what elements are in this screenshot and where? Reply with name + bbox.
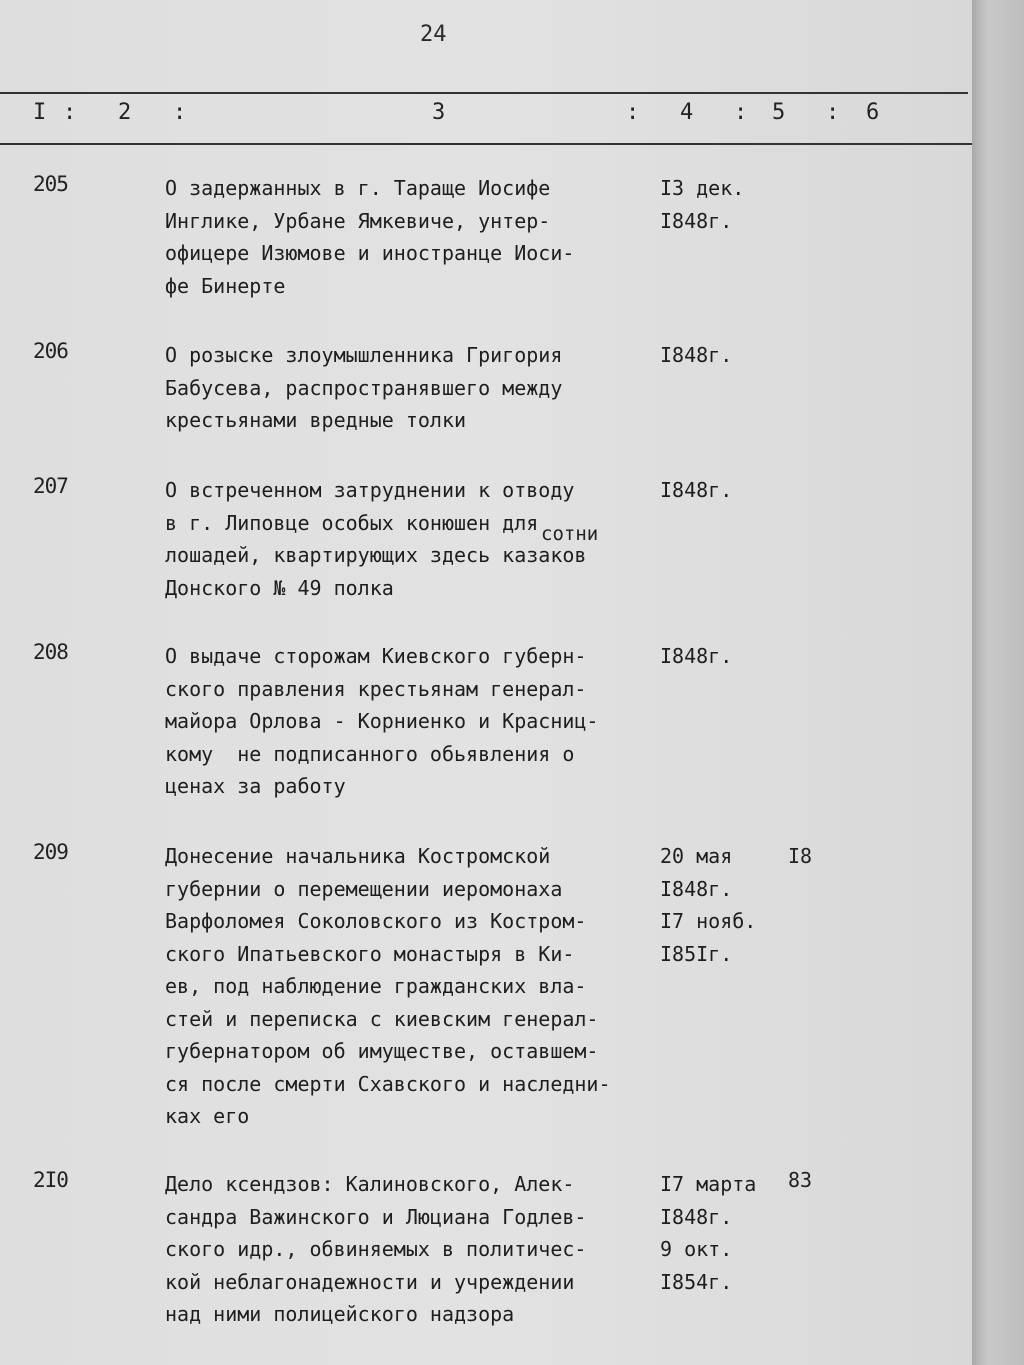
column-separator: :	[826, 100, 840, 125]
entry-title: Дело ксендзов: Калиновского, Алек- сандра Важинского и Люциана Годлев- ского идр., обвиняемых в политичес- кой неблагонадежности и учреждении над ними полицейского надзора	[165, 1172, 587, 1326]
header-rule-top	[0, 92, 968, 94]
column-separator: :	[626, 100, 640, 125]
column-separator: :	[734, 100, 748, 125]
column-header-4: 4	[680, 100, 694, 125]
entry-number: 208	[33, 640, 68, 664]
entry-date: I7 марта I848г. 9 окт. I854г.	[660, 1172, 757, 1294]
entry-number: 207	[33, 474, 68, 498]
entry-number: 205	[33, 172, 68, 196]
entry-date: I848г.	[660, 478, 733, 502]
column-header-1: I	[33, 100, 47, 125]
column-separator: :	[173, 100, 187, 125]
entry-title: О розыске злоумышленника Григория Бабусева, распространявшего между крестьянами вредные толки	[165, 343, 563, 432]
entry-title: О выдаче сторожам Киевского губерн- ского правления крестьянам генерал- майора Орлова - Корниенко и Красниц- кому не подписанного обьявления о ценах за работу	[165, 644, 599, 798]
handwritten-insertion: сотни	[541, 523, 599, 545]
entry-sheets: 83	[788, 1168, 813, 1192]
entry-number: 2I0	[33, 1168, 68, 1192]
page-edge-shadow	[972, 0, 1024, 1365]
entry-date: 20 мая I848г. I7 нояб. I85Iг.	[660, 844, 757, 966]
entry-title: Донесение начальника Костромской губернии о перемещении иеромонаха Варфоломея Соколовского из Костром- ского Ипатьевского монастыря в Ки- ев, под наблюдение гражданских вла- стей и переписка с киевским генерал- губернатором об имуществе, оставшем- ся после смерти Схавского и наследни- ках его	[165, 844, 611, 1128]
header-rule-bottom	[0, 143, 972, 145]
entry-sheets: I8	[788, 844, 813, 868]
column-header-5: 5	[772, 100, 786, 125]
entry-date: I3 дек. I848г.	[660, 176, 745, 233]
entry-title: О встреченном затруднении к отводу в г. Липовце особых конюшен для лошадей, квартирующих здесь казаков Донского № 49 полка	[165, 478, 587, 600]
entry-date: I848г.	[660, 644, 733, 668]
page-number: 24	[420, 22, 447, 47]
column-header-3: 3	[432, 100, 446, 125]
entry-title: О задержанных в г. Тараще Иосифе Инглике, Урбане Ямкевиче, унтер- офицере Изюмове и иностранце Иоси- фе Бинерте	[165, 176, 575, 298]
entry-number: 206	[33, 339, 68, 363]
column-header-2: 2	[118, 100, 132, 125]
column-header-6: 6	[866, 100, 880, 125]
column-separator: :	[63, 100, 77, 125]
entry-number: 209	[33, 840, 68, 864]
entry-date: I848г.	[660, 343, 733, 367]
